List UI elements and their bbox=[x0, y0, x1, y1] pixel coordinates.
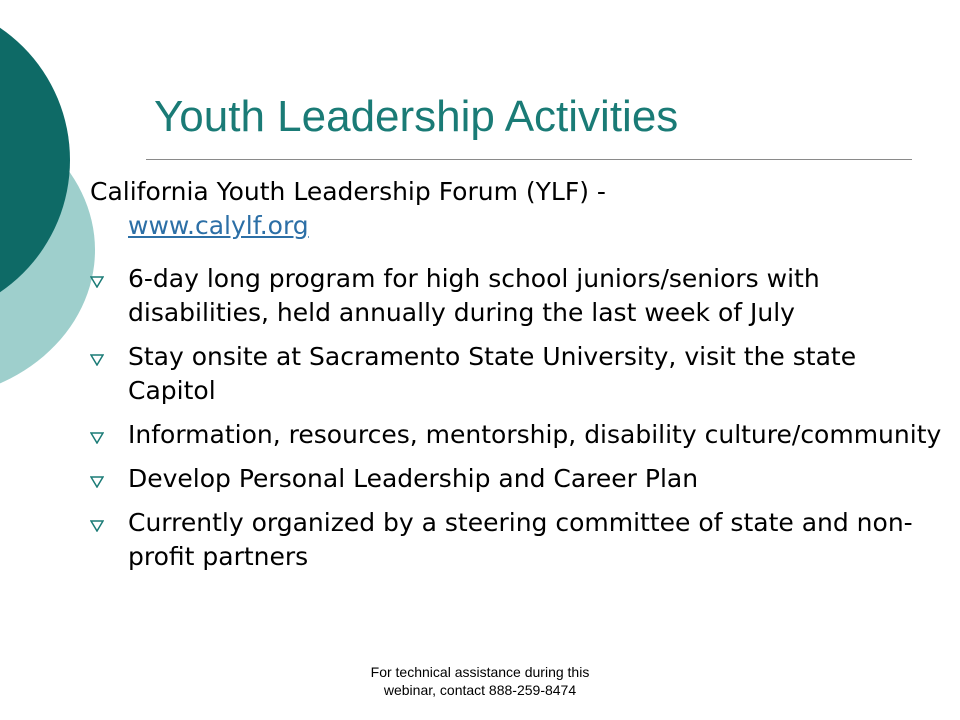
bullet-item bbox=[90, 506, 950, 574]
lead-paragraph bbox=[90, 175, 950, 243]
bullet-text: Develop Personal Leadership and Career Plan bbox=[128, 464, 699, 493]
bullet-item bbox=[90, 462, 950, 496]
bullet-text: Stay onsite at Sacramento State University, visit the state Capitol bbox=[128, 342, 857, 405]
footer-note bbox=[320, 663, 640, 699]
ylf-website-link[interactable]: www.calylf.org bbox=[128, 211, 309, 240]
footer-line-1: For technical assistance during this bbox=[370, 664, 590, 680]
title-divider bbox=[146, 159, 912, 160]
bullet-text: Information, resources, mentorship, disability culture/community bbox=[128, 420, 942, 449]
bullet-marker-icon bbox=[90, 430, 104, 444]
bullet-marker-icon bbox=[90, 352, 104, 366]
bullet-text: 6-day long program for high school juniors/seniors with disabilities, held annually during the last week of July bbox=[128, 264, 820, 327]
bullet-text: Currently organized by a steering committee of state and non-profit partners bbox=[128, 508, 913, 571]
bullet-marker-icon bbox=[90, 518, 104, 532]
bullet-item bbox=[90, 262, 950, 330]
bullet-item bbox=[90, 418, 950, 452]
footer-line-2: webinar, contact 888-259-8474 bbox=[383, 682, 577, 698]
bullet-marker-icon bbox=[90, 474, 104, 488]
lead-text: California Youth Leadership Forum (YLF) - bbox=[90, 177, 606, 206]
bullet-marker-icon bbox=[90, 274, 104, 288]
slide-title: Youth Leadership Activities bbox=[154, 92, 679, 141]
bullet-item bbox=[90, 340, 950, 408]
bullet-list bbox=[90, 262, 950, 584]
